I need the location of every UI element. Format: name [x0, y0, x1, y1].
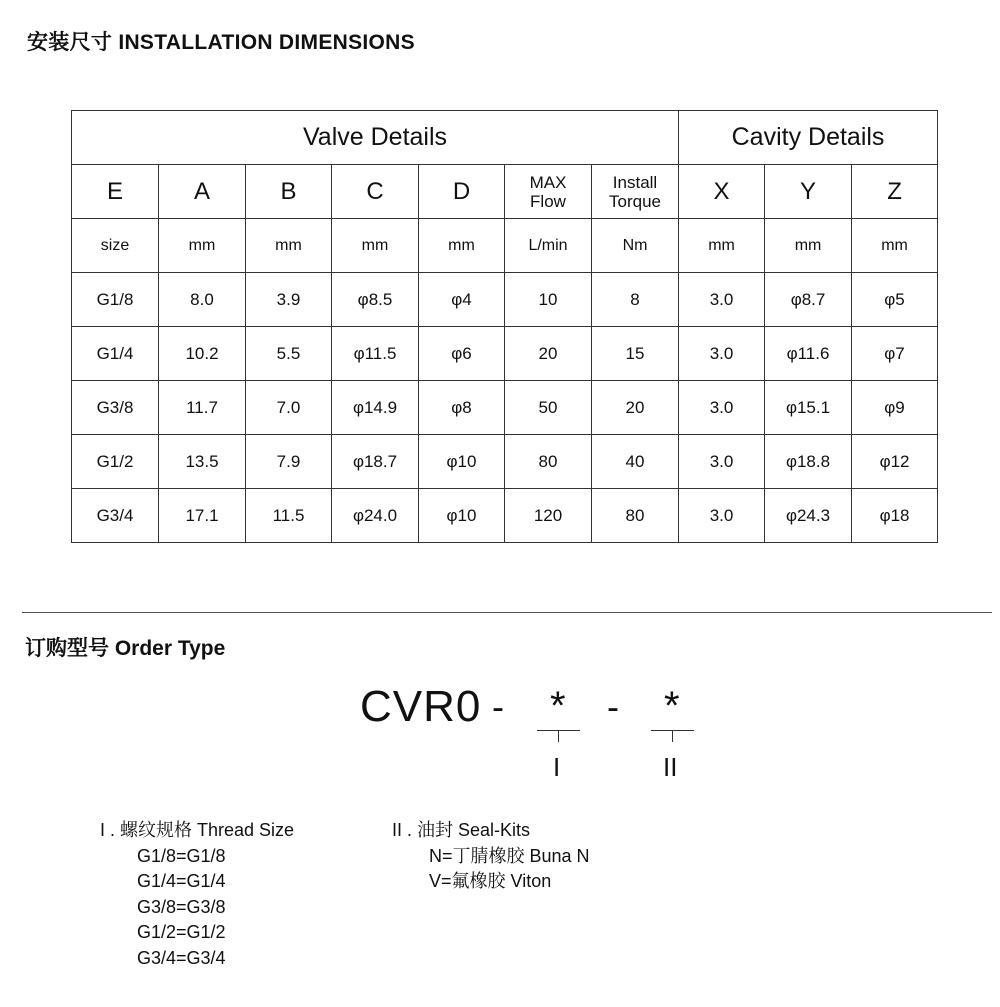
order-type-title: 订购型号 Order Type [25, 637, 226, 660]
option-1-numeral: I [553, 752, 561, 782]
column-unit: mm [159, 219, 246, 273]
table-cell: 7.0 [246, 381, 332, 435]
table-cell: 120 [505, 489, 592, 543]
table-cell: φ24.3 [765, 489, 852, 543]
column-header: X [679, 165, 765, 219]
table-cell: G3/4 [72, 489, 159, 543]
column-header: Install Torque [592, 165, 679, 219]
table-cell: φ8.5 [332, 273, 419, 327]
column-unit: mm [332, 219, 419, 273]
table-cell: φ18.7 [332, 435, 419, 489]
option-1-stem [558, 730, 559, 742]
table-cell: φ10 [419, 435, 505, 489]
table-cell: G3/8 [72, 381, 159, 435]
thread-size-legend [100, 818, 294, 971]
table-cell: φ4 [419, 273, 505, 327]
column-header: Z [852, 165, 938, 219]
table-cell: 11.5 [246, 489, 332, 543]
dimensions-table [71, 110, 938, 543]
seal-kits-legend [392, 818, 590, 895]
table-cell: 8 [592, 273, 679, 327]
table-cell: φ12 [852, 435, 938, 489]
table-cell: 10 [505, 273, 592, 327]
table-cell: φ11.6 [765, 327, 852, 381]
table-cell: 11.7 [159, 381, 246, 435]
column-header: D [419, 165, 505, 219]
table-cell: 80 [505, 435, 592, 489]
column-unit-row [72, 219, 938, 273]
table-cell: 20 [592, 381, 679, 435]
model-dash-2: - [607, 686, 619, 727]
column-unit: mm [765, 219, 852, 273]
table-row [72, 327, 938, 381]
column-unit: Nm [592, 219, 679, 273]
table-cell: G1/8 [72, 273, 159, 327]
table-cell: 15 [592, 327, 679, 381]
table-row [72, 381, 938, 435]
table-cell: 80 [592, 489, 679, 543]
table-cell: G1/4 [72, 327, 159, 381]
table-cell: φ9 [852, 381, 938, 435]
column-unit: mm [246, 219, 332, 273]
table-cell: 13.5 [159, 435, 246, 489]
table-cell: 8.0 [159, 273, 246, 327]
valve-details-header: Valve Details [72, 111, 679, 165]
table-cell: 7.9 [246, 435, 332, 489]
table-cell: 40 [592, 435, 679, 489]
table-cell: φ15.1 [765, 381, 852, 435]
thread-size-item: G3/8=G3/8 [137, 896, 226, 917]
table-cell: 3.0 [679, 327, 765, 381]
model-code: CVR0 [360, 682, 482, 731]
column-unit: mm [679, 219, 765, 273]
table-cell: φ6 [419, 327, 505, 381]
column-header: E [72, 165, 159, 219]
thread-size-item: G1/2=G1/2 [137, 922, 226, 942]
table-cell: φ18.8 [765, 435, 852, 489]
thread-size-item: G1/4=G1/4 [137, 871, 226, 891]
table-row [72, 273, 938, 327]
cavity-details-header: Cavity Details [679, 111, 938, 165]
table-cell: 3.0 [679, 435, 765, 489]
column-unit: size [72, 219, 159, 273]
table-cell: φ8.7 [765, 273, 852, 327]
column-unit: mm [852, 219, 938, 273]
table-cell: φ14.9 [332, 381, 419, 435]
table-cell: 20 [505, 327, 592, 381]
option-2-stem [672, 730, 673, 742]
page-title: 安装尺寸 INSTALLATION DIMENSIONS [27, 31, 415, 54]
column-header: B [246, 165, 332, 219]
thread-size-heading: I . 螺纹规格 Thread Size [100, 820, 295, 840]
column-letter-row [72, 165, 938, 219]
column-header: Y [765, 165, 852, 219]
column-header: MAX Flow [505, 165, 592, 219]
seal-kits-heading: II . 油封 Seal-Kits [392, 820, 531, 840]
table-cell: 3.9 [246, 273, 332, 327]
table-cell: 3.0 [679, 489, 765, 543]
table-row [72, 489, 938, 543]
column-unit: mm [419, 219, 505, 273]
table-cell: G1/2 [72, 435, 159, 489]
column-header: C [332, 165, 419, 219]
thread-size-item: G3/4=G3/4 [137, 947, 226, 968]
table-cell: φ11.5 [332, 327, 419, 381]
table-cell: 5.5 [246, 327, 332, 381]
table-cell: φ5 [852, 273, 938, 327]
column-unit: L/min [505, 219, 592, 273]
table-cell: 3.0 [679, 273, 765, 327]
option-2-numeral: II [663, 752, 678, 782]
section-divider [22, 612, 992, 613]
table-cell: φ18 [852, 489, 938, 543]
option-placeholder-1: * [550, 684, 566, 728]
table-cell: φ10 [419, 489, 505, 543]
table-cell: 3.0 [679, 381, 765, 435]
thread-size-item: G1/8=G1/8 [137, 845, 226, 866]
table-cell: φ7 [852, 327, 938, 381]
table-cell: 50 [505, 381, 592, 435]
table-cell: 17.1 [159, 489, 246, 543]
option-placeholder-2: * [664, 684, 680, 728]
seal-kit-item: N=丁腈橡胶 Buna N [429, 845, 590, 866]
table-cell: 10.2 [159, 327, 246, 381]
table-cell: φ24.0 [332, 489, 419, 543]
table-cell: φ8 [419, 381, 505, 435]
column-header: A [159, 165, 246, 219]
seal-kit-item: V=氟橡胶 Viton [429, 871, 552, 891]
group-header-row [72, 111, 938, 165]
table-row [72, 435, 938, 489]
model-dash-1: - [492, 686, 504, 727]
table-body [72, 111, 938, 543]
